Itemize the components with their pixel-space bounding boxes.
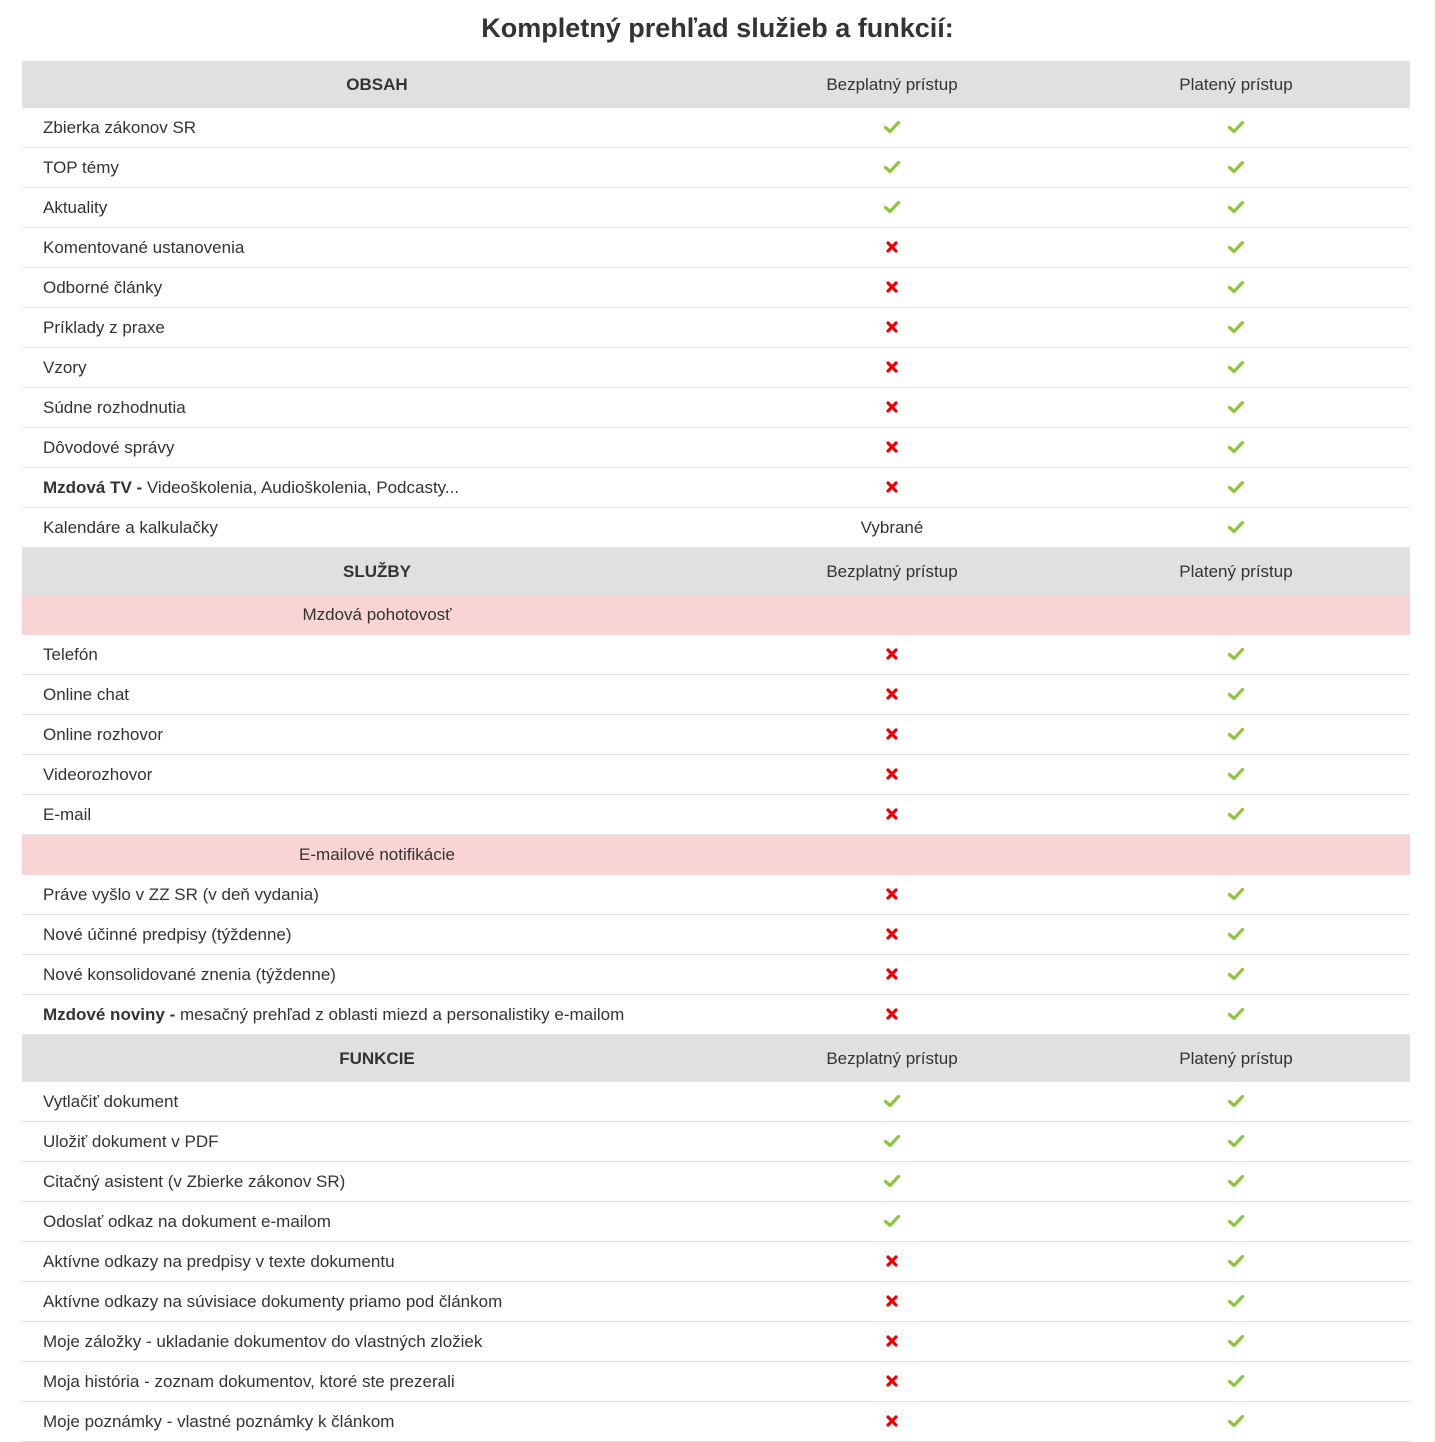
paid-access-cell	[1052, 1251, 1410, 1272]
free-access-cell	[732, 1291, 1052, 1312]
table-row	[22, 795, 1410, 835]
check-icon	[884, 198, 900, 218]
free-access-cell	[732, 1004, 1052, 1025]
check-icon	[1228, 238, 1244, 258]
check-icon	[1228, 398, 1244, 418]
paid-access-cell	[1052, 884, 1410, 905]
feature-name-text: Kalendáre a kalkulačky	[43, 517, 218, 537]
check-icon	[1228, 645, 1244, 665]
section-heading: SLUŽBY	[343, 561, 411, 581]
paid-access-cell	[1052, 1211, 1410, 1232]
cross-icon	[886, 805, 898, 825]
check-icon	[1228, 278, 1244, 298]
free-access-cell	[732, 684, 1052, 705]
check-icon	[1228, 198, 1244, 218]
column-header-free: Bezplatný prístup	[826, 1048, 958, 1068]
free-access-cell	[732, 1411, 1052, 1432]
check-icon	[1228, 158, 1244, 178]
free-access-cell	[732, 1371, 1052, 1392]
paid-access-cell	[1052, 517, 1410, 538]
feature-name	[22, 158, 732, 178]
check-icon	[1228, 518, 1244, 538]
check-icon	[884, 1172, 900, 1192]
free-access-cell	[732, 157, 1052, 178]
free-access-cell	[732, 518, 1052, 538]
free-access-cell	[732, 277, 1052, 298]
column-header-paid: Platený prístup	[1179, 1048, 1293, 1068]
check-icon	[1228, 118, 1244, 138]
comparison-table	[22, 61, 1410, 1442]
paid-access-cell	[1052, 197, 1410, 218]
check-icon	[1228, 685, 1244, 705]
check-icon	[1228, 1132, 1244, 1152]
table-row	[22, 915, 1410, 955]
free-access-cell	[732, 1211, 1052, 1232]
feature-name-text: Citačný asistent (v Zbierke zákonov SR)	[43, 1171, 346, 1191]
free-access-cell	[732, 437, 1052, 458]
free-access-cell	[732, 884, 1052, 905]
feature-name	[22, 805, 732, 825]
column-header-free: Bezplatný prístup	[826, 74, 958, 94]
section-heading: OBSAH	[346, 74, 408, 94]
paid-access-cell	[1052, 764, 1410, 785]
feature-name-text: Online rozhovor	[43, 724, 164, 744]
table-row	[22, 308, 1410, 348]
feature-name-text: Odborné články	[43, 277, 163, 297]
table-row	[22, 1242, 1410, 1282]
paid-access-cell	[1052, 277, 1410, 298]
table-row	[22, 715, 1410, 755]
check-icon	[1228, 725, 1244, 745]
feature-name-text: Online chat	[43, 684, 129, 704]
free-access-cell	[732, 1091, 1052, 1112]
table-row	[22, 755, 1410, 795]
free-access-cell	[732, 317, 1052, 338]
free-access-cell	[732, 117, 1052, 138]
subsection-header	[22, 595, 1410, 635]
table-row	[22, 508, 1410, 548]
table-row	[22, 268, 1410, 308]
free-access-cell	[732, 964, 1052, 985]
cross-icon	[886, 1252, 898, 1272]
paid-access-cell	[1052, 1331, 1410, 1352]
cross-icon	[886, 885, 898, 905]
table-row	[22, 108, 1410, 148]
table-row	[22, 875, 1410, 915]
check-icon	[884, 1132, 900, 1152]
feature-name	[22, 438, 732, 458]
free-access-cell	[732, 924, 1052, 945]
feature-name-text: Komentované ustanovenia	[43, 237, 245, 257]
cross-icon	[886, 1292, 898, 1312]
feature-name-text: Dôvodové správy	[43, 437, 175, 457]
table-row	[22, 1202, 1410, 1242]
check-icon	[1228, 318, 1244, 338]
check-icon	[884, 118, 900, 138]
table-row	[22, 388, 1410, 428]
cross-icon	[886, 438, 898, 458]
feature-name-text: Uložiť dokument v PDF	[43, 1131, 219, 1151]
table-row	[22, 1402, 1410, 1442]
table-row	[22, 148, 1410, 188]
feature-name-text: Súdne rozhodnutia	[43, 397, 186, 417]
feature-name-text: Moja história - zoznam dokumentov, ktoré ste prezerali	[43, 1371, 455, 1391]
table-row	[22, 188, 1410, 228]
feature-name-text: Aktívne odkazy na predpisy v texte dokumentu	[43, 1251, 395, 1271]
free-access-cell	[732, 644, 1052, 665]
check-icon	[1228, 965, 1244, 985]
paid-access-cell	[1052, 437, 1410, 458]
free-access-cell	[732, 1131, 1052, 1152]
check-icon	[1228, 478, 1244, 498]
feature-name	[22, 1005, 732, 1025]
feature-name	[22, 1252, 732, 1272]
free-access-cell	[732, 724, 1052, 745]
feature-name-text: Aktuality	[43, 197, 108, 217]
paid-access-cell	[1052, 1004, 1410, 1025]
table-row	[22, 468, 1410, 508]
free-access-cell	[732, 397, 1052, 418]
cross-icon	[886, 765, 898, 785]
feature-name-text: Vzory	[43, 357, 87, 377]
table-row	[22, 428, 1410, 468]
feature-name	[22, 1092, 732, 1112]
check-icon	[1228, 885, 1244, 905]
feature-name-text: Aktívne odkazy na súvisiace dokumenty priamo pod článkom	[43, 1291, 503, 1311]
paid-access-cell	[1052, 1291, 1410, 1312]
paid-access-cell	[1052, 1171, 1410, 1192]
feature-name	[22, 278, 732, 298]
feature-name-text: Zbierka zákonov SR	[43, 117, 197, 137]
table-row	[22, 1082, 1410, 1122]
check-icon	[884, 158, 900, 178]
cross-icon	[886, 925, 898, 945]
paid-access-cell	[1052, 357, 1410, 378]
feature-name	[22, 965, 732, 985]
table-row	[22, 635, 1410, 675]
feature-name-text: TOP témy	[43, 157, 119, 177]
cross-icon	[886, 725, 898, 745]
table-row	[22, 955, 1410, 995]
cross-icon	[886, 1005, 898, 1025]
feature-name	[22, 1132, 732, 1152]
page-title: Kompletný prehľad služieb a funkcií:	[481, 13, 954, 43]
feature-name-bold: Mzdová TV -	[43, 477, 143, 497]
free-access-cell	[732, 237, 1052, 258]
paid-access-cell	[1052, 317, 1410, 338]
free-access-cell	[732, 1251, 1052, 1272]
paid-access-cell	[1052, 1411, 1410, 1432]
feature-name	[22, 518, 732, 538]
check-icon	[1228, 1092, 1244, 1112]
table-row	[22, 1362, 1410, 1402]
check-icon	[1228, 1372, 1244, 1392]
cross-icon	[886, 318, 898, 338]
subsection-title: E-mailové notifikácie	[299, 845, 455, 864]
feature-name-text: Moje poznámky - vlastné poznámky k článkom	[43, 1411, 395, 1431]
cross-icon	[886, 238, 898, 258]
cross-icon	[886, 278, 898, 298]
cross-icon	[886, 965, 898, 985]
free-access-text: Vybrané	[860, 517, 924, 537]
cross-icon	[886, 1412, 898, 1432]
feature-name-text: Nové konsolidované znenia (týždenne)	[43, 964, 336, 984]
table-row	[22, 675, 1410, 715]
check-icon	[1228, 1332, 1244, 1352]
paid-access-cell	[1052, 724, 1410, 745]
table-row	[22, 1162, 1410, 1202]
paid-access-cell	[1052, 964, 1410, 985]
free-access-cell	[732, 1331, 1052, 1352]
table-row	[22, 228, 1410, 268]
feature-name	[22, 398, 732, 418]
feature-name-text: Práve vyšlo v ZZ SR (v deň vydania)	[43, 884, 319, 904]
paid-access-cell	[1052, 1091, 1410, 1112]
feature-name	[22, 885, 732, 905]
feature-name-text: Moje záložky - ukladanie dokumentov do vlastných zložiek	[43, 1331, 483, 1351]
paid-access-cell	[1052, 477, 1410, 498]
paid-access-cell	[1052, 1131, 1410, 1152]
cross-icon	[886, 478, 898, 498]
paid-access-cell	[1052, 924, 1410, 945]
feature-name	[22, 118, 732, 138]
feature-name-text: Videorozhovor	[43, 764, 153, 784]
feature-name-text: Vytlačiť dokument	[43, 1091, 179, 1111]
feature-name	[22, 1212, 732, 1232]
check-icon	[1228, 1252, 1244, 1272]
feature-name-bold: Mzdové noviny -	[43, 1004, 176, 1024]
feature-name	[22, 238, 732, 258]
cross-icon	[886, 358, 898, 378]
section-header	[22, 1035, 1410, 1082]
free-access-cell	[732, 197, 1052, 218]
check-icon	[884, 1212, 900, 1232]
check-icon	[1228, 1005, 1244, 1025]
feature-name	[22, 725, 732, 745]
section-header	[22, 61, 1410, 108]
paid-access-cell	[1052, 397, 1410, 418]
feature-name	[22, 1332, 732, 1352]
cross-icon	[886, 685, 898, 705]
table-row	[22, 1282, 1410, 1322]
column-header-paid: Platený prístup	[1179, 74, 1293, 94]
table-row	[22, 348, 1410, 388]
table-row	[22, 1322, 1410, 1362]
feature-name-text: Nové účinné predpisy (týždenne)	[43, 924, 292, 944]
subsection-header	[22, 835, 1410, 875]
feature-name-text: Príklady z praxe	[43, 317, 165, 337]
section-heading: FUNKCIE	[339, 1048, 415, 1068]
feature-name	[22, 1412, 732, 1432]
cross-icon	[886, 1332, 898, 1352]
free-access-cell	[732, 357, 1052, 378]
check-icon	[1228, 805, 1244, 825]
feature-name-text: E-mail	[43, 804, 92, 824]
check-icon	[1228, 1172, 1244, 1192]
cross-icon	[886, 1372, 898, 1392]
feature-name	[22, 925, 732, 945]
feature-name-text: Videoškolenia, Audioškolenia, Podcasty...	[142, 477, 460, 497]
paid-access-cell	[1052, 684, 1410, 705]
subsection-title: Mzdová pohotovosť	[302, 605, 452, 624]
table-row	[22, 1122, 1410, 1162]
feature-name	[22, 358, 732, 378]
section-header	[22, 548, 1410, 595]
feature-name	[22, 198, 732, 218]
feature-name	[22, 1372, 732, 1392]
feature-name	[22, 685, 732, 705]
feature-name-text: Telefón	[43, 644, 98, 664]
feature-name	[22, 645, 732, 665]
table-row	[22, 995, 1410, 1035]
feature-name-text: mesačný prehľad z oblasti miezd a personalistiky e-mailom	[175, 1004, 625, 1024]
cross-icon	[886, 398, 898, 418]
feature-name	[22, 1292, 732, 1312]
check-icon	[1228, 1292, 1244, 1312]
feature-name-text: Odoslať odkaz na dokument e-mailom	[43, 1211, 331, 1231]
feature-name	[22, 1172, 732, 1192]
free-access-cell	[732, 477, 1052, 498]
feature-name	[22, 478, 732, 498]
paid-access-cell	[1052, 237, 1410, 258]
cross-icon	[886, 645, 898, 665]
feature-name	[22, 318, 732, 338]
column-header-paid: Platený prístup	[1179, 561, 1293, 581]
check-icon	[884, 1092, 900, 1112]
paid-access-cell	[1052, 804, 1410, 825]
check-icon	[1228, 438, 1244, 458]
free-access-cell	[732, 1171, 1052, 1192]
free-access-cell	[732, 764, 1052, 785]
paid-access-cell	[1052, 1371, 1410, 1392]
paid-access-cell	[1052, 117, 1410, 138]
column-header-free: Bezplatný prístup	[826, 561, 958, 581]
check-icon	[1228, 358, 1244, 378]
check-icon	[1228, 1412, 1244, 1432]
paid-access-cell	[1052, 157, 1410, 178]
free-access-cell	[732, 804, 1052, 825]
feature-name	[22, 765, 732, 785]
check-icon	[1228, 765, 1244, 785]
paid-access-cell	[1052, 644, 1410, 665]
check-icon	[1228, 1212, 1244, 1232]
check-icon	[1228, 925, 1244, 945]
